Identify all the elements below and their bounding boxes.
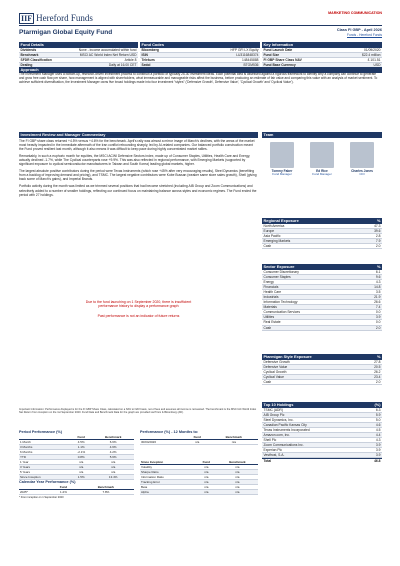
period-perf-cell: n/a xyxy=(111,465,116,469)
team-panel xyxy=(262,132,382,177)
key-info-value: £ 101.51 xyxy=(367,57,381,62)
risk-stat-cell: n/a xyxy=(204,470,209,474)
fund-codes-panel xyxy=(140,42,260,68)
fund-code-value: HFP GFI LX Equity xyxy=(230,47,259,52)
calendar-perf-cell: 7.8% xyxy=(102,490,110,494)
style-label: Defensive Value xyxy=(263,364,288,369)
calendar-perf-cell: 1.2% xyxy=(60,490,67,494)
style-label: Cyclical Value xyxy=(263,374,284,379)
style-value: 20.5 xyxy=(374,364,381,369)
sector-value: 3.9 xyxy=(375,315,381,320)
risk-stat-cell: n/a xyxy=(235,485,240,489)
rolling-performance-title: Performance (%) - 12 Months to: xyxy=(140,430,199,434)
holding-value: 3.9 xyxy=(375,448,381,453)
holding-label: Canadian Pacific Kansas City xyxy=(263,422,307,427)
risk-stat-cell: Alpha xyxy=(141,490,149,494)
fund-code-value: LU3116848374 xyxy=(236,52,259,57)
style-unit: % xyxy=(377,353,381,359)
holding-label: AIB Group Plc xyxy=(263,412,285,417)
marketing-tag: MARKETING COMMUNICATION xyxy=(328,11,382,15)
top10-holdings xyxy=(262,402,382,464)
fund-details-panel xyxy=(19,42,138,68)
calendar-perf-header: Benchmark xyxy=(97,485,115,489)
holding-label: Amazon.com, Inc. xyxy=(263,432,290,437)
regional-value: 2.8 xyxy=(375,233,381,238)
holding-value: 5.0 xyxy=(375,417,381,422)
top10-unit: (%) xyxy=(374,401,381,407)
period-perf-cell: -2.1% xyxy=(77,450,86,454)
sector-exposure xyxy=(262,264,382,331)
style-label: Cyclical Growth xyxy=(263,369,287,374)
key-info-label: Fund Base Currency xyxy=(263,62,296,67)
top10-total xyxy=(262,458,382,463)
calendar-footnote: * From inception on 1 September 2020 xyxy=(19,496,64,499)
sector-value: 2.0 xyxy=(375,325,381,330)
regional-value: 39.6 xyxy=(374,228,381,233)
calendar-performance xyxy=(19,480,134,499)
sector-label: Consumer Staples xyxy=(263,274,291,279)
team-photo xyxy=(270,142,294,168)
sector-unit: % xyxy=(377,263,381,269)
period-perf-cell: 4.2% xyxy=(109,450,117,454)
risk-stat-cell: n/a xyxy=(235,480,240,484)
style-value: 27.8 xyxy=(374,359,381,364)
holding-value: 6.3 xyxy=(375,407,381,412)
risk-stat-row xyxy=(140,490,258,495)
style-row xyxy=(262,380,382,385)
holding-value: 5.9 xyxy=(375,412,381,417)
rolling-perf-header: Benchmark xyxy=(225,435,242,439)
period-perf-cell: 5.6% xyxy=(109,455,117,459)
approach-text: The Investment Manager uses a bottom-up, research-driven investment process to construct a portfolio of typically 25-30 investment ideas. Each potential idea is assessed against a rigorous framework to identify why a company can continue to generate and grow free cash flow per share, how management is aligned with shareholders, what immeasurable and manageable risks affect the business, before producing an estimate of fair value and comparing this value with an analysis of market sentiment. To achieve sufficient diversification, the Investment Manager owns five broad holdings made into four investment "styles" ('Defensive Growth', Defensive Value', 'Cyclical Growth' and 'Cyclical Value'). xyxy=(19,72,378,84)
risk-stat-cell: Information Ratio xyxy=(141,475,164,479)
sector-value: 21.9 xyxy=(374,294,381,299)
regional-row xyxy=(262,244,382,249)
rolling-perf-cell: n/a xyxy=(231,440,236,444)
logo-mark: IIF xyxy=(21,13,33,23)
team-title: Team xyxy=(262,132,382,138)
regional-value: 2.0 xyxy=(375,243,381,248)
period-performance-title: Period Performance (%) xyxy=(19,430,63,434)
disclaimer: Important Information: Performance displayed is for the FI GBP Share Class, calculated on a NAV to NAV basis, net of fees and assumes all income is reinvested. The benchmark is the MSCI AC World Index Net Return from inception on the 1st September 2020. Fund Data and Benchmark Data for the graph are provided via Prism & Bloomberg (AD). xyxy=(19,408,257,415)
notice-line-1: Due to the fund launching on 1 September 2020, there is insufficient xyxy=(85,300,192,304)
regional-label: Cash xyxy=(263,243,272,248)
sector-value: 6.1 xyxy=(375,269,381,274)
period-perf-cell: 1 Year xyxy=(20,460,29,464)
risk-stat-cell: n/a xyxy=(204,485,209,489)
calendar-perf-row xyxy=(19,490,134,495)
sector-label: Industrials xyxy=(263,294,279,299)
regional-value: 7.9 xyxy=(375,238,381,243)
team-member-name: Charles Jones xyxy=(351,168,373,173)
fund-detail-value: None - income accumulated within fund xyxy=(78,47,137,52)
period-perf-cell: 1 Month xyxy=(20,440,31,444)
team-member-role: Fund Manager xyxy=(272,172,292,177)
holding-value: 4.4 xyxy=(375,432,381,437)
holding-label: Zoom Communications Inc. xyxy=(263,443,304,448)
holding-label: Steel Dynamics, Inc. xyxy=(263,417,294,422)
logo xyxy=(19,12,93,24)
performance-notice xyxy=(19,300,258,318)
style-label: Defensive Growth xyxy=(263,359,290,364)
style-value: 23.4 xyxy=(374,374,381,379)
rolling-perf-cell: n/a xyxy=(195,440,200,444)
sector-label: Materials xyxy=(263,305,277,310)
approach-title: Approach xyxy=(19,67,382,73)
sector-value: 9.6 xyxy=(375,274,381,279)
regional-title: Regional Exposure xyxy=(263,217,299,223)
fund-code-value: BTGM536 xyxy=(243,62,259,67)
period-perf-cell: 3 Months xyxy=(20,445,33,449)
holding-value: 4.3 xyxy=(375,438,381,443)
approach-panel xyxy=(19,67,382,85)
key-info-label: FI GBP Share Class NAV xyxy=(263,57,302,62)
commentary-panel xyxy=(19,132,258,200)
calendar-perf-cell: 2025* xyxy=(20,490,28,494)
sector-value: 0.0 xyxy=(375,320,381,325)
risk-stat-cell: n/a xyxy=(204,480,209,484)
period-performance xyxy=(19,430,134,480)
team-member xyxy=(307,142,337,177)
calendar-perf-header: Fund xyxy=(59,485,68,489)
sector-row xyxy=(262,326,382,331)
fund-details-title: Fund Details xyxy=(19,42,138,48)
period-perf-cell: 1.1% xyxy=(77,445,85,449)
period-perf-cell: n/a xyxy=(79,470,84,474)
period-perf-cell: 6.6% xyxy=(109,440,117,444)
risk-stat-cell: n/a xyxy=(204,465,209,469)
key-info-value: $22.4 million xyxy=(361,52,381,57)
regional-unit: % xyxy=(377,217,381,223)
key-info-label: Fund Size xyxy=(263,52,280,57)
risk-stat-cell: Volatility xyxy=(141,465,153,469)
commentary-paragraph: The FI GBP share class returned +4.5% versus +4.6% for the benchmark. April's rally was almost a mirror image of March's declines, with the areas of the market most heavily impacted in the immediate aftermath of the Iran conflict rebounding sharply, led by AI-related companies. Our balanced portfolio construction meant the Fund proved resilient last month, although it also means it was difficult to keep pace during highly concentrated market rallies. xyxy=(19,138,255,151)
holding-label: Texas Instruments Incorporated xyxy=(263,427,310,432)
fund-detail-label: Dividends xyxy=(20,47,37,52)
holding-value: 3.9 xyxy=(375,453,381,458)
top10-total-value: 46.8 xyxy=(374,459,381,464)
style-title: Ptarmigan Style Exposure xyxy=(263,353,312,359)
holding-label: Vestfrost, S.A. xyxy=(263,453,285,458)
regional-label: Emerging Markets xyxy=(263,238,291,243)
period-perf-cell: 0.8% xyxy=(77,455,85,459)
commentary-paragraph: Remarkably, in such a euphoric month for equities, the MSCI ACWI Defensive Sectors index, made up of Consumer Staples, Utilities, Health Care and Energy, actually declined -1.7%, while The Cyclical counterparts rose +9.9%. This was also reflected in regional performance, with Emerging Markets (supported by significant exposure to cyclical semiconductor manufacturers in Taiwan and South Korea) leading global markets, higher. xyxy=(19,153,251,166)
regional-label: Asia Pacific xyxy=(263,233,281,238)
sector-value: 14.8 xyxy=(374,284,381,289)
fund-detail-label: Dealing xyxy=(20,62,33,67)
period-perf-cell: n/a xyxy=(111,470,116,474)
key-info-label: Fund Launch Date xyxy=(263,47,293,52)
holding-value: 4.6 xyxy=(375,422,381,427)
fund-code-label: Telekurs xyxy=(141,57,155,62)
fund-code-label: ISIN xyxy=(141,52,148,57)
risk-stat-header: Fund xyxy=(202,460,210,464)
period-perf-cell: 5 Years xyxy=(20,470,31,474)
risk-stat-cell: n/a xyxy=(235,470,240,474)
period-perf-cell: n/a xyxy=(79,460,84,464)
period-perf-cell: Since Inception xyxy=(20,475,41,479)
period-perf-cell: 13.4% xyxy=(108,475,118,479)
fund-detail-value: MSCI AC World Index Net Return USD xyxy=(79,52,137,57)
sector-value: 26.6 xyxy=(374,300,381,305)
period-perf-row xyxy=(19,475,134,480)
sector-label: Financials xyxy=(263,284,279,289)
commentary-paragraph: Portfolio activity during the month was limited as we trimmed several positions that had become stretched (including AIB Group and Zoom Communications) and selectively added to a number of smaller holdings, reflecting our continued focus on maintaining balance across styles and economic regimes. The Fund ended the period with 27 holdings. xyxy=(19,184,257,197)
key-info-value: USD xyxy=(373,62,381,67)
team-member-name: Ed Rice xyxy=(316,168,328,173)
sector-label: Consumer Discretionary xyxy=(263,269,299,274)
fund-detail-value: Article 8 xyxy=(124,57,137,62)
fund-code-label: Sedol xyxy=(141,62,151,67)
team-member xyxy=(347,142,377,177)
sector-value: 3.5 xyxy=(375,289,381,294)
period-perf-cell: YTD xyxy=(20,455,26,459)
period-perf-cell: 4.5% xyxy=(77,440,85,444)
risk-stat-header: Benchmark xyxy=(229,460,246,464)
rolling-perf-cell: 30/04/2026 xyxy=(141,440,157,444)
holding-label: TSMC (ADR) xyxy=(263,407,283,412)
sector-label: Cash xyxy=(263,325,272,330)
sector-value: 7.4 xyxy=(375,305,381,310)
key-info-title: Key Information xyxy=(262,42,382,48)
notice-line-3: Past performance is not an indicator of future returns xyxy=(97,313,180,318)
period-perf-header: Fund xyxy=(77,435,85,439)
commentary-title: Investment Review and Manager Commentary xyxy=(19,132,258,138)
team-photo xyxy=(350,142,374,168)
funds-link[interactable]: Funds - Hereford Funds xyxy=(347,33,382,37)
risk-statistics xyxy=(140,460,258,495)
style-value: 26.2 xyxy=(374,369,381,374)
fund-code-label: Bloomberg xyxy=(141,47,159,52)
risk-stat-cell: Tracking Error xyxy=(141,480,160,484)
fund-detail-label: SFDR Classification xyxy=(20,57,52,62)
period-perf-cell: 1.5% xyxy=(77,475,85,479)
regional-value: 47.3 xyxy=(374,223,381,228)
regional-exposure xyxy=(262,218,382,249)
sector-value: 0.0 xyxy=(375,310,381,315)
key-info-panel xyxy=(262,42,382,68)
holding-value: 4.5 xyxy=(375,427,381,432)
risk-stat-cell: n/a xyxy=(235,490,240,494)
sector-label: Communication Services xyxy=(263,310,300,315)
style-exposure xyxy=(262,354,382,385)
risk-stat-cell: Beta xyxy=(141,485,148,489)
period-perf-header: Benchmark xyxy=(105,435,122,439)
notice-line-2: performance history to display a performance graph xyxy=(98,304,179,309)
rolling-perf-row xyxy=(140,440,258,445)
sector-title: Sector Exposure xyxy=(263,263,295,269)
calendar-performance-title: Calendar Year Performance (%) xyxy=(19,480,76,484)
sector-label: Energy xyxy=(263,279,274,284)
key-info-value: 01/09/2020 xyxy=(363,47,381,52)
fund-code-value: 148445888 xyxy=(241,57,259,62)
rolling-perf-header: Fund xyxy=(193,435,201,439)
risk-stat-header: Since Inception xyxy=(141,460,164,464)
risk-stat-cell: n/a xyxy=(204,490,209,494)
holding-label: Experian Plc xyxy=(263,448,283,453)
team-photo xyxy=(310,142,334,168)
team-member-role: CIO xyxy=(359,172,365,177)
fund-detail-label: Benchmark xyxy=(20,52,39,57)
risk-stat-cell: Sharpe Ratio xyxy=(141,470,159,474)
top10-title: Top 10 Holdings xyxy=(263,401,294,407)
style-label: Cash xyxy=(263,379,272,384)
period-perf-cell: 6 Months xyxy=(20,450,33,454)
sector-label: Real Estate xyxy=(263,320,281,325)
regional-label: Europe xyxy=(263,228,275,233)
team-member-name: Tommy Faber xyxy=(271,168,293,173)
risk-stat-cell: n/a xyxy=(235,475,240,479)
share-class: Class FI GBP - April 2026 xyxy=(336,28,382,32)
rolling-performance xyxy=(140,430,258,445)
period-perf-cell: n/a xyxy=(79,465,84,469)
style-value: 2.0 xyxy=(375,379,381,384)
sector-label: Utilities xyxy=(263,315,275,320)
regional-label: North America xyxy=(263,223,285,228)
period-perf-cell: 4.6% xyxy=(109,445,117,449)
holding-label: Shell Plc xyxy=(263,438,277,443)
sector-label: Health Care xyxy=(263,289,282,294)
sector-label: Information Technology xyxy=(263,300,298,305)
team-member-role: Fund Manager xyxy=(312,172,332,177)
fund-title: Ptarmigan Global Equity Fund xyxy=(19,29,113,36)
brand-name: Hereford Funds xyxy=(36,13,93,23)
fund-codes-title: Fund Codes xyxy=(140,42,260,48)
risk-stat-cell: n/a xyxy=(204,475,209,479)
top10-total-label: Total xyxy=(263,459,272,464)
risk-stat-cell: n/a xyxy=(235,465,240,469)
sector-value: 4.3 xyxy=(375,279,381,284)
commentary-paragraph: The largest absolute positive contributors during the period were Texas Instruments (which rose +45% after very encouraging results), Steel Dynamics (benefiting from a backlog of improving demand and pricing), and TSMC. The largest negative contributors were Kobe Bussan (weaker same store sales growth), Shell (giving back some of March's gains), and Imperial Brands. xyxy=(19,169,257,182)
period-perf-cell: n/a xyxy=(111,460,116,464)
header-rule xyxy=(19,25,382,26)
period-perf-cell: 3 Years xyxy=(20,465,31,469)
fund-detail-value: Daily at 16.00 CET xyxy=(108,62,137,67)
team-member xyxy=(267,142,297,177)
holding-value: 3.9 xyxy=(375,443,381,448)
